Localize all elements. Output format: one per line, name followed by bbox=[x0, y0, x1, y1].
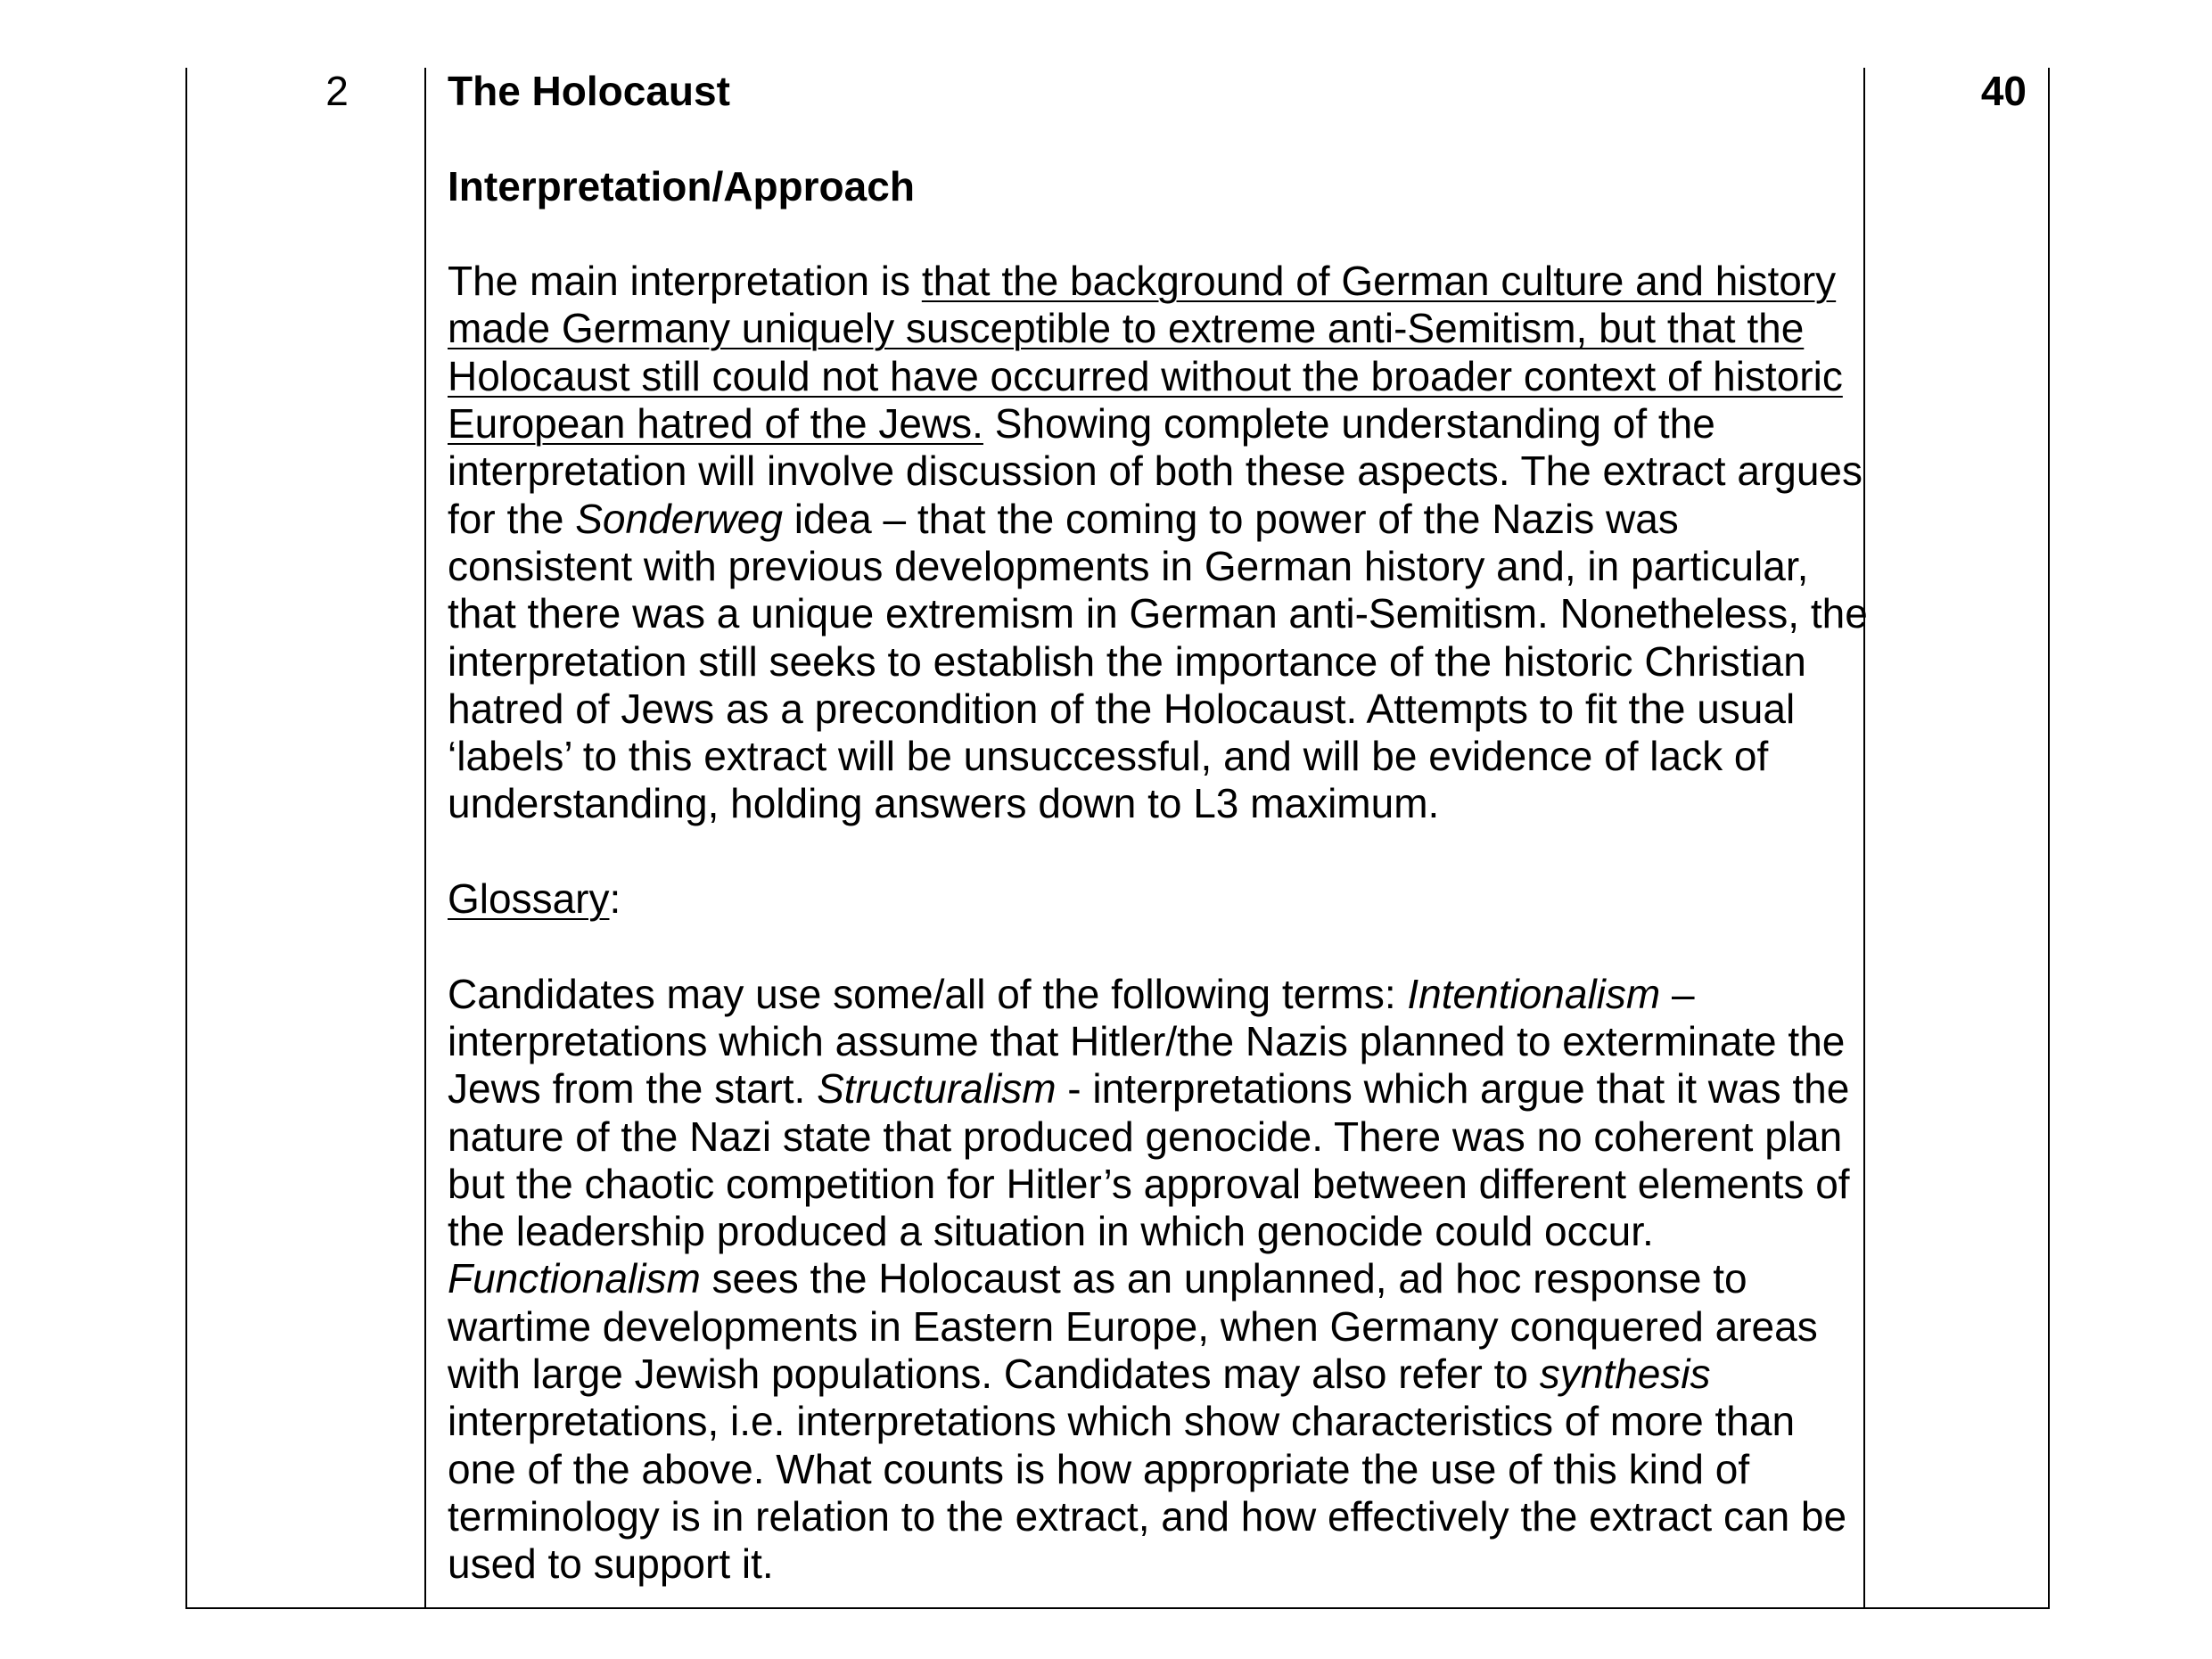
answer-guidance bbox=[448, 68, 1874, 1589]
glossary-heading-line bbox=[448, 875, 1874, 923]
interpretation-intro: The main interpretation is bbox=[448, 258, 922, 305]
glossary-colon: : bbox=[609, 875, 621, 923]
interpretation-text: Showing complete understanding of the interpretation will involve discussion of both these aspects. The extract argues for the bbox=[448, 400, 1863, 542]
question-title: The Holocaust bbox=[448, 68, 730, 114]
mark-scheme-table bbox=[185, 68, 2050, 1609]
def-synthesis: interpretations, i.e. interpretations which show characteristics of more than one of the above. What counts is how appropriate the use of this kind of terminology is in relation to the extract, and how effectively the extract can be used to support it. bbox=[448, 1398, 1847, 1588]
term-synthesis: synthesis bbox=[1539, 1351, 1711, 1398]
interpretation-key-statement: that the background of German culture and history made Germany uniquely susceptible to extreme anti-Semitism, but that the Holocaust still could not have occurred without the broader context of historic European hatred of the Jews. bbox=[448, 258, 1843, 448]
term-intentionalism: Intentionalism bbox=[1407, 970, 1661, 1017]
interpretation-text-rest: idea – that the coming to power of the Nazis was consistent with previous developments in German history and, in particular, that there was a unique extremism in German anti-Semitism. Nonetheless, the interpretation still seeks to establish the importance of the historic Christian hatred of Jews as a precondition of the Holocaust. Attempts to fit the usual ‘labels’ to this extract will be unsuccessful, and will be evidence of lack of understanding, holding answers down to L3 maximum. bbox=[448, 495, 1868, 827]
term-structuralism: Structuralism bbox=[817, 1065, 1057, 1113]
section-heading: Interpretation/Approach bbox=[448, 162, 915, 209]
term-sonderweg: Sonderweg bbox=[575, 495, 783, 542]
def-intentionalism: – interpretations which assume that Hitler/the Nazis planned to exterminate the Jews from the start. bbox=[448, 970, 1846, 1113]
column-divider bbox=[424, 68, 426, 1607]
def-structuralism: - interpretations which argue that it was the nature of the Nazi state that produced genocide. There was no coherent plan but the chaotic competition for Hitler’s approval between different elements of the leadership produced a situation in which genocide could occur. bbox=[448, 1065, 1850, 1255]
interpretation-paragraph bbox=[448, 258, 1874, 828]
glossary-heading: Glossary bbox=[448, 875, 610, 923]
def-functionalism: sees the Holocaust as an unplanned, ad hoc response to wartime developments in Eastern Europe, when Germany conquered areas with large Jewish populations. Candidates may also refer to bbox=[448, 1255, 1818, 1398]
glossary-paragraph bbox=[448, 971, 1874, 1589]
glossary-intro: Candidates may use some/all of the following terms: bbox=[448, 970, 1408, 1017]
question-number: 2 bbox=[325, 68, 349, 114]
term-functionalism: Functionalism bbox=[448, 1255, 701, 1302]
question-marks: 40 bbox=[1980, 68, 2027, 114]
